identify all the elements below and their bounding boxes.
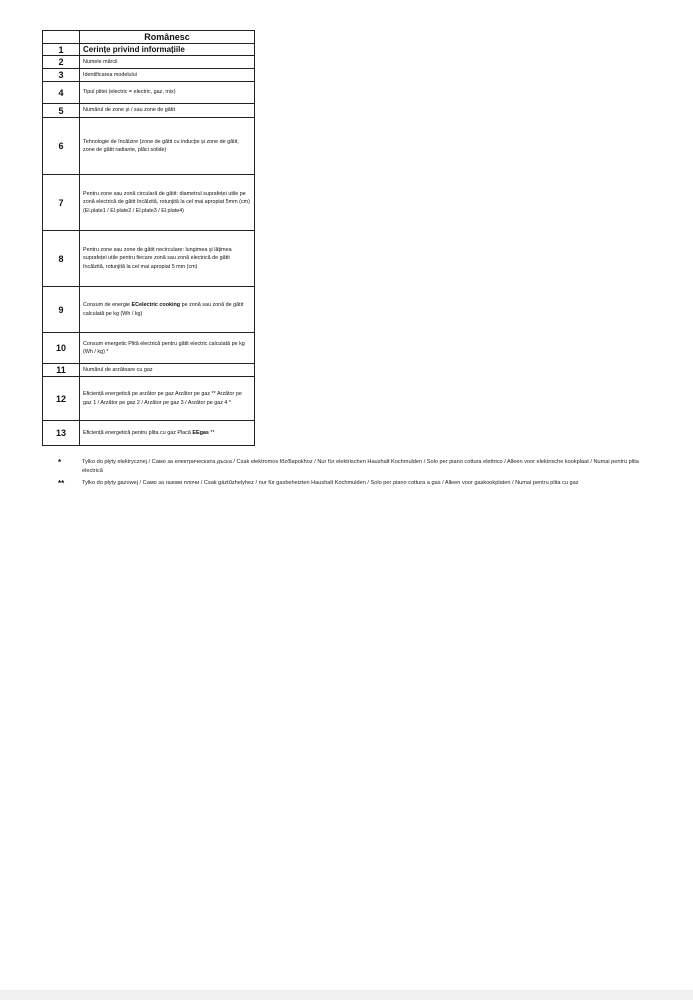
- table-row: [43, 421, 255, 446]
- row-text-symbol: ECelectric cooking: [131, 302, 181, 308]
- footnote-gas: [56, 479, 646, 488]
- row-text: Numele mărcii: [80, 56, 255, 69]
- footnote-electric: [56, 458, 646, 476]
- row-text-part: pe zonă sau zonă de gătit calculată pe kg (Wh / kg): [83, 302, 244, 317]
- table-row: [43, 56, 255, 69]
- row-text: Cerințe privind informațiile: [80, 44, 255, 56]
- row-number: 9: [43, 287, 80, 333]
- row-number: 4: [43, 82, 80, 104]
- table-row: [43, 104, 255, 118]
- row-number: 12: [43, 377, 80, 421]
- footnote-text: Tylko do płyty gazowej / Само за газови плочи / Csak gáztűzhelyhez / nur für gasbeheizten Haushalt Kochmulden / Solo per piano cottura a gas / Alleen voor gaskookplaten / Numai pentru plita cu gaz: [82, 480, 579, 486]
- row-text-symbol: EEgas: [192, 429, 209, 436]
- table-row: [43, 82, 255, 104]
- language-header: Românesc: [80, 31, 255, 44]
- row-text-part: Consum de energie: [83, 302, 132, 308]
- row-text: Numărul de arzătoare cu gaz: [80, 364, 255, 377]
- table-header-row: [43, 31, 255, 44]
- table-row: [43, 287, 255, 333]
- header-empty-cell: [43, 31, 80, 44]
- row-number: 3: [43, 69, 80, 82]
- table-row: [43, 175, 255, 231]
- table-row: [43, 44, 255, 56]
- row-text-part: Eficiență energetică pentru plita cu gaz Placă: [83, 429, 193, 436]
- row-number: 13: [43, 421, 80, 446]
- table-row: [43, 69, 255, 82]
- footnote-mark: **: [58, 479, 65, 488]
- info-requirements-table: [42, 30, 255, 446]
- row-text: Tehnologie de încălzire (zone de gătit cu inducție și zone de gătit, zone de gătit radiante, plăci solide): [80, 118, 255, 175]
- row-number: 6: [43, 118, 80, 175]
- row-text: Consum energetic Plită electrică pentru gătit electric calculată pe kg (Wh / kg) *: [80, 333, 255, 364]
- row-text: Pentru zone sau zonă circulară de gătit: diametrul suprafeței utile pe zonă electrică de gătit încălzită, rotunjită la cel mai apropiat 5mm (cm) (El.plate1 / El.plate2 / El.plate3 / El.plate4): [80, 175, 255, 231]
- table-row: [43, 231, 255, 287]
- table-row: [43, 377, 255, 421]
- row-number: 11: [43, 364, 80, 377]
- row-number: 5: [43, 104, 80, 118]
- row-text: Eficiență energetică pe arzător pe gaz Arzător pe gaz ** Arzător pe gaz 1 / Arzător pe gaz 2 / Arzător pe gaz 3 / Arzător pe gaz 4 *: [80, 377, 255, 421]
- table-row: [43, 118, 255, 175]
- row-number: 1: [43, 44, 80, 56]
- row-text-part: **: [208, 429, 215, 436]
- footnote-text: Tylko do płyty elektrycznej / Само за електрическата дъска / Csak elektromos főzőlapokhoz / Nur für elektrischen Haushalt Kochmulden / Solo per piano cottura elettrico / Alleen voor elektrische kookplaat / Numai pentru plita electrică: [82, 459, 639, 474]
- table-row: [43, 333, 255, 364]
- row-number: 7: [43, 175, 80, 231]
- row-number: 8: [43, 231, 80, 287]
- row-number: 10: [43, 333, 80, 364]
- viewer-bottom-strip: [0, 990, 693, 1000]
- table-row: [43, 364, 255, 377]
- row-text: Tipul plitei (electric = electric, gaz, mix): [80, 82, 255, 104]
- row-text: Pentru zone sau zone de gătit necirculare: lungimea și lățimea suprafeței utile pentru fiecare zonă sau zonă electrică de gătit încălzită, rotunjită la cel mai apropiat 5 mm (cm): [80, 231, 255, 287]
- row-text: [80, 287, 255, 333]
- footnote-mark: *: [58, 458, 62, 467]
- row-text: [80, 421, 255, 446]
- row-number: 2: [43, 56, 80, 69]
- footnotes: [56, 458, 646, 491]
- row-text: Identificarea modelului: [80, 69, 255, 82]
- row-text: Numărul de zone și / sau zone de gătit: [80, 104, 255, 118]
